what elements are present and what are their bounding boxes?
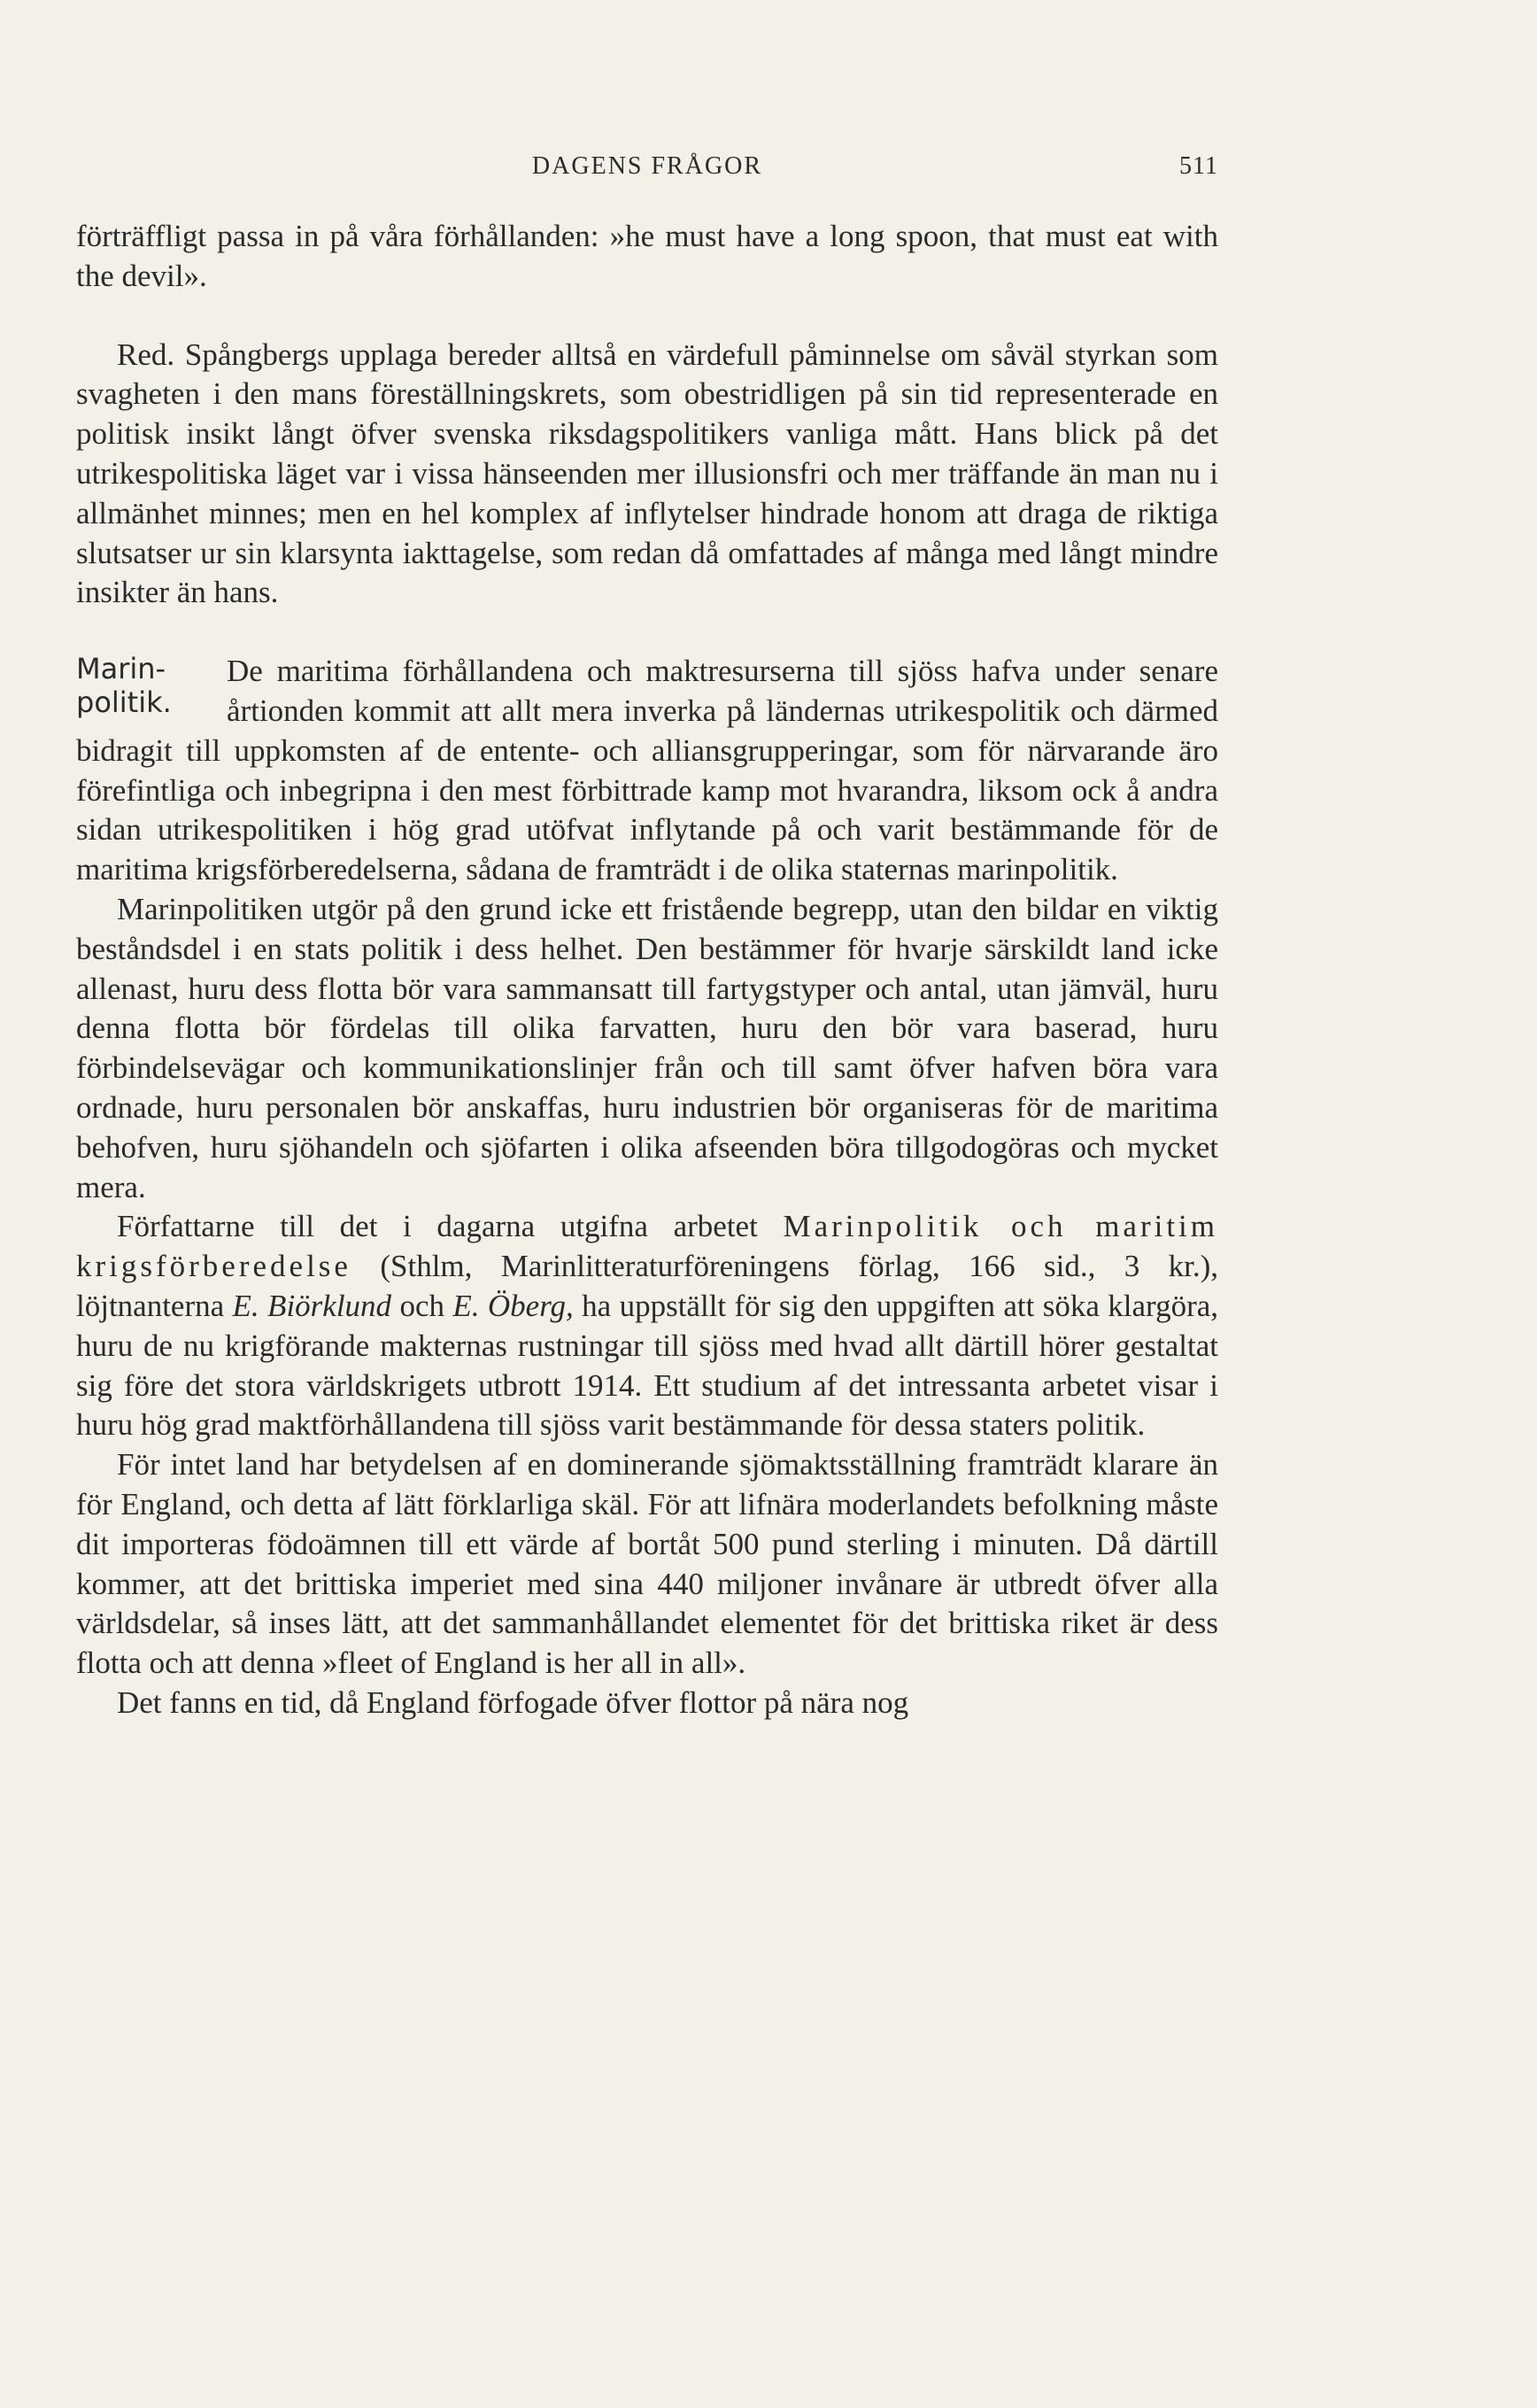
- text-fragment: Författarne till det i dagarna utgifna arbetet: [117, 1209, 758, 1244]
- text-fragment: (Sthlm, Marinlitteraturföreningens förlag, 166 sid., 3 kr.), löjtnanterna: [76, 1249, 1218, 1323]
- paragraph-england: För intet land har betydelsen af en dominerande sjömaktsställning framträdt klarare än för England, och detta af lätt förklarliga skäl. För att lifnära moderlandets befolkning måste dit importeras födoämnen till ett värde af bortåt 500 pund sterling i minuten. Då därtill kommer, att det brittiska imperiet med sina 440 miljoner invånare är utbredt öfver alla världsdelar, så inses lätt, att det sammanhållandet elementet för det brittiska riket är dess flotta och att denna »fleet of England is her all in all».: [76, 1447, 1218, 1681]
- paragraph-continuation: förträffligt passa in på våra förhållanden: »he must have a long spoon, that must eat with the devil».: [76, 219, 1218, 293]
- paragraph-marinpolitiken: Marinpolitiken utgör på den grund icke ett fristående begrepp, utan den bildar en viktig beståndsdel i en stats politik i dess helhet. Den bestämmer för hvarje särskildt land icke allenast, huru dess flotta bör vara sammansatt till fartygstyper och antal, utan jämväl, huru denna flotta bör fördelas till olika farvatten, huru den bör vara baserad, huru förbindelsevägar och kommunikationslinjer från och till samt öfver hafven böra vara ordnade, huru personalen bör anskaffas, huru industrien bör organiseras för de maritima behofven, huru sjöhandeln och sjöfarten i olika afseenden böra tillgodogöras och mycket mera.: [76, 891, 1218, 1204]
- text-fragment: och: [399, 1288, 444, 1323]
- paragraph-maritime-relations: De maritima förhållandena och maktresurserna till sjöss hafva under senare årtionden kommit att allt mera inverka på ländernas utrikespolitik och därmed bidragit till uppkomsten af de entente- och alliansgrupperingar, som för närvarande äro förefintliga och inbegripna i den mest förbittrade kamp mot hvarandra, liksom ock å andra sidan utrikespolitiken i hög grad utöfvat inflytande på och varit bestämmande för de maritima krigsförberedelserna, sådana de framträdt i de olika staternas marinpolitik.: [76, 654, 1218, 887]
- body-text: [76, 217, 1218, 1723]
- running-title: DAGENS FRÅGOR: [531, 152, 763, 180]
- author-name: E. Biörklund: [232, 1288, 392, 1323]
- page-number: 511: [1179, 152, 1218, 180]
- text-fragment: ha uppställt för sig den uppgiften att söka klargöra, huru de nu krigförande makternas rustningar till sjöss med hvad allt därtill hörer gestaltat sig före det stora världskrigets utbrott 1914. Ett studium af det intressanta arbetet visar i huru hög grad maktförhållandena till sjöss varit bestämmande för dessa staters politik.: [76, 1288, 1219, 1443]
- book-title: Marinpolitik och maritim krigsförberedelse: [76, 1209, 1219, 1284]
- marginal-note: [76, 652, 211, 728]
- marginal-note-line-1: Marin-: [76, 652, 166, 686]
- marginal-note-line-2: politik.: [76, 685, 172, 720]
- paragraph-red-spangberg: Red. Spångbergs upplaga bereder alltså en värdefull påminnelse om såväl styrkan som svagheten i den mans föreställningskrets, som obestridligen på sin tid representerade en politisk insikt långt öfver svenska riksdagspolitikers vanliga mått. Hans blick på det utrikespolitiska läget var i vissa hänseenden mer illusionsfri och mer träffande än man nu i allmänhet minnes; men en hel komplex af inflytelser hindrade honom att draga de riktiga slutsatser ur sin klarsynta iakttagelse, som redan då omfattades af många med långt mindre insikter än hans.: [76, 337, 1218, 610]
- running-head: [76, 152, 1218, 188]
- paragraph-forfattarne: [76, 1207, 1218, 1445]
- author-name: E. Öberg,: [452, 1288, 574, 1323]
- section-marinpolitik: [76, 652, 1218, 890]
- paragraph-last-line: Det fanns en tid, då England förfogade öfver flottor på nära nog: [117, 1684, 909, 1720]
